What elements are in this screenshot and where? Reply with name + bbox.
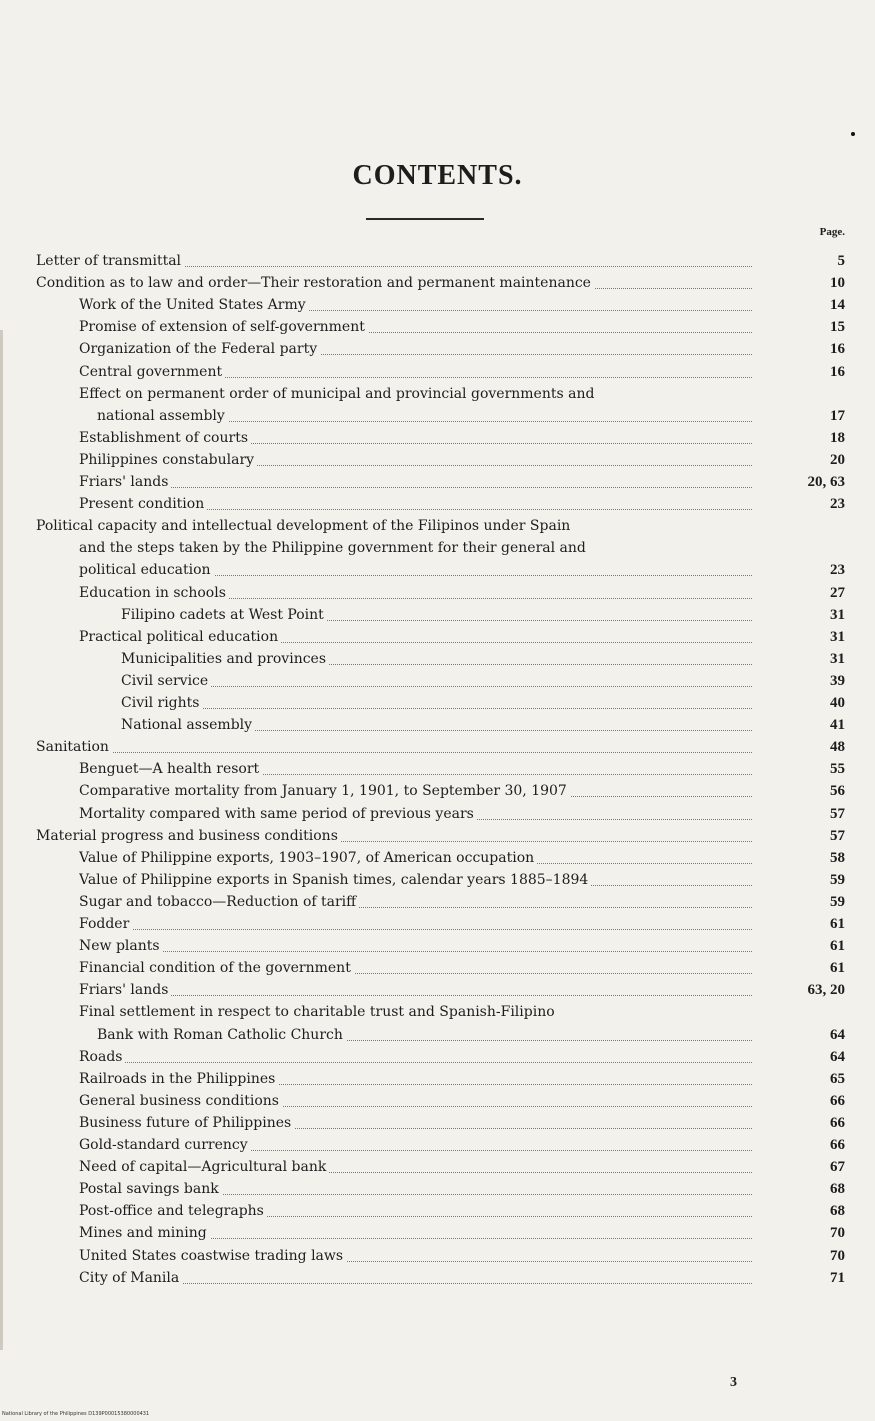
toc-entry xyxy=(0,1024,875,1046)
toc-entry-title: Railroads in the Philippines xyxy=(79,1068,278,1090)
dot-leader xyxy=(121,708,752,709)
toc-entry xyxy=(0,1156,875,1178)
dot-leader xyxy=(79,487,752,488)
toc-entry-title: Letter of transmittal xyxy=(36,250,184,272)
toc-entry-title: Post-office and telegraphs xyxy=(79,1200,267,1222)
toc-entry-page: 20, 63 xyxy=(807,474,845,490)
toc-entry-title: Civil service xyxy=(121,670,211,692)
toc-entry xyxy=(0,1222,875,1244)
toc-entry-page: 18 xyxy=(830,429,845,446)
ink-spot xyxy=(851,132,855,136)
toc-entry xyxy=(0,582,875,604)
toc-entry xyxy=(0,648,875,670)
toc-entry xyxy=(0,913,875,935)
dot-leader xyxy=(79,1062,752,1063)
toc-entry xyxy=(0,427,875,449)
toc-entry-page: 67 xyxy=(830,1159,845,1176)
toc-entry-title: Benguet—A health resort xyxy=(79,758,262,780)
toc-entry-page: 65 xyxy=(830,1070,845,1087)
toc-entry-title: Organization of the Federal party xyxy=(79,338,320,360)
toc-entry-title: Effect on permanent order of municipal and provincial governments and xyxy=(79,383,597,405)
toc-entry-page: 64 xyxy=(830,1048,845,1065)
toc-entry-page: 31 xyxy=(830,606,845,623)
toc-entry-title: Roads xyxy=(79,1046,125,1068)
toc-entry xyxy=(0,1112,875,1134)
toc-entry xyxy=(0,272,875,294)
toc-entry-page: 31 xyxy=(830,650,845,667)
toc-entry xyxy=(0,1001,875,1023)
toc-entry xyxy=(0,383,875,405)
toc-entry-title: Sugar and tobacco—Reduction of tariff xyxy=(79,891,359,913)
toc-entry-title: Promise of extension of self-government xyxy=(79,316,368,338)
toc-entry-title: Political capacity and intellectual development of the Filipinos under Spain xyxy=(36,515,573,537)
title-rule xyxy=(366,218,484,220)
toc-entry-page: 58 xyxy=(830,849,845,866)
toc-entry-title: Central government xyxy=(79,361,225,383)
toc-entry-title: Value of Philippine exports in Spanish times, calendar years 1885–1894 xyxy=(79,869,591,891)
toc-entry xyxy=(0,449,875,471)
toc-entry-page: 59 xyxy=(830,871,845,888)
toc-entry-page: 5 xyxy=(837,253,845,269)
toc-entry-page: 23 xyxy=(830,562,845,579)
toc-entry xyxy=(0,736,875,758)
toc-entry-page: 23 xyxy=(830,496,845,513)
toc-entry xyxy=(0,780,875,802)
toc-entry xyxy=(0,471,875,493)
toc-entry xyxy=(0,626,875,648)
page-column-heading: Page. xyxy=(819,226,845,238)
toc-entry-title: Postal savings bank xyxy=(79,1178,222,1200)
toc-entry-title: National assembly xyxy=(121,714,255,736)
toc-entry-page: 68 xyxy=(830,1203,845,1220)
toc-entry xyxy=(0,714,875,736)
toc-entry-title: New plants xyxy=(79,935,163,957)
toc-entry-title: Comparative mortality from January 1, 1901, to September 30, 1907 xyxy=(79,780,570,802)
toc-entry-title: Business future of Philippines xyxy=(79,1112,294,1134)
toc-entry xyxy=(0,338,875,360)
toc-entry-title: Work of the United States Army xyxy=(79,294,309,316)
toc-entry-page: 41 xyxy=(830,717,845,734)
toc-entry xyxy=(0,1267,875,1289)
toc-entry-page: 39 xyxy=(830,672,845,689)
toc-entry-page: 16 xyxy=(830,363,845,380)
toc-entry-page: 59 xyxy=(830,893,845,910)
toc-entry xyxy=(0,405,875,427)
toc-entry-title: Establishment of courts xyxy=(79,427,251,449)
toc-entry-title: Financial condition of the government xyxy=(79,957,354,979)
dot-leader xyxy=(121,686,752,687)
toc-entry-title: Practical political education xyxy=(79,626,281,648)
toc-entry xyxy=(0,537,875,559)
toc-entry-page: 20 xyxy=(830,451,845,468)
toc-entry xyxy=(0,294,875,316)
toc-entry-title: and the steps taken by the Philippine government for their general and xyxy=(79,537,589,559)
toc-entry-title: Need of capital—Agricultural bank xyxy=(79,1156,329,1178)
toc-entry-title: Final settlement in respect to charitable trust and Spanish-Filipino xyxy=(79,1001,558,1023)
toc-entry xyxy=(0,316,875,338)
toc-entry xyxy=(0,692,875,714)
toc-entry-title: political education xyxy=(79,559,214,581)
toc-entry-title: Condition as to law and order—Their restoration and permanent maintenance xyxy=(36,272,594,294)
toc-entry xyxy=(0,803,875,825)
toc-entry-page: 66 xyxy=(830,1092,845,1109)
dot-leader xyxy=(79,929,752,930)
toc-entry-page: 66 xyxy=(830,1137,845,1153)
toc-entry-title: Civil rights xyxy=(121,692,202,714)
toc-entry xyxy=(0,869,875,891)
toc-entry-page: 40 xyxy=(830,695,845,711)
toc-entry-page: 55 xyxy=(830,761,845,778)
toc-entry xyxy=(0,670,875,692)
toc-entry xyxy=(0,1245,875,1267)
toc-entry xyxy=(0,891,875,913)
toc-entry-page: 68 xyxy=(830,1181,845,1198)
toc-entry-title: General business conditions xyxy=(79,1090,282,1112)
toc-entry-title: Friars' lands xyxy=(79,471,171,493)
toc-entry-title: Mines and mining xyxy=(79,1222,210,1244)
toc-entry xyxy=(0,559,875,581)
toc-entry-title: Fodder xyxy=(79,913,132,935)
toc-entry-page: 17 xyxy=(830,407,845,424)
toc-entry-page: 56 xyxy=(830,783,845,800)
toc-entry-title: Mortality compared with same period of previous years xyxy=(79,803,477,825)
toc-entry xyxy=(0,935,875,957)
toc-entry-page: 15 xyxy=(830,319,845,336)
toc-entry-title: Philippines constabulary xyxy=(79,449,257,471)
toc-entry xyxy=(0,825,875,847)
toc-entry xyxy=(0,1068,875,1090)
toc-entry xyxy=(0,847,875,869)
library-footer: National Library of the Philippines D139P00015380000431 xyxy=(2,1411,150,1417)
toc-entry-title: Gold-standard currency xyxy=(79,1134,251,1156)
toc-entry xyxy=(0,515,875,537)
dot-leader xyxy=(79,951,752,952)
toc-entry xyxy=(0,604,875,626)
toc-entry xyxy=(0,957,875,979)
toc-entry-page: 27 xyxy=(830,584,845,601)
toc-entry xyxy=(0,979,875,1001)
toc-entry-title: Material progress and business conditions xyxy=(36,825,341,847)
toc-entry-page: 70 xyxy=(830,1247,845,1264)
toc-entry-title: Education in schools xyxy=(79,582,229,604)
toc-entry xyxy=(0,1046,875,1068)
toc-entry xyxy=(0,361,875,383)
toc-entry xyxy=(0,1134,875,1156)
toc-entry-title: United States coastwise trading laws xyxy=(79,1245,346,1267)
page-number: 3 xyxy=(730,1375,737,1390)
toc-entry-page: 48 xyxy=(830,739,845,756)
toc-entry-page: 61 xyxy=(830,916,845,932)
toc-entry-title: City of Manila xyxy=(79,1267,182,1289)
toc-entry-title: Value of Philippine exports, 1903–1907, of American occupation xyxy=(79,847,537,869)
toc-entry-page: 10 xyxy=(830,275,845,292)
toc-entry-page: 57 xyxy=(830,827,845,844)
toc-entry-page: 31 xyxy=(830,628,845,645)
toc-entry-page: 57 xyxy=(830,805,845,822)
toc-entry-page: 61 xyxy=(830,960,845,977)
toc-entry xyxy=(0,1090,875,1112)
toc-entry-page: 64 xyxy=(830,1026,845,1043)
dot-leader xyxy=(79,995,752,996)
toc-entry-title: Sanitation xyxy=(36,736,112,758)
toc-entry-title: Bank with Roman Catholic Church xyxy=(97,1024,346,1046)
toc-entry-page: 66 xyxy=(830,1114,845,1131)
toc-entry xyxy=(0,758,875,780)
toc-entry-page: 61 xyxy=(830,938,845,955)
toc-entry-page: 14 xyxy=(830,297,845,314)
toc-entry xyxy=(0,250,875,272)
toc-entry-page: 16 xyxy=(830,341,845,358)
toc-entry-title: Filipino cadets at West Point xyxy=(121,604,327,626)
page-title: CONTENTS. xyxy=(352,160,523,191)
toc-entry-page: 63, 20 xyxy=(807,982,845,999)
toc-entry-page: 70 xyxy=(830,1225,845,1242)
toc-entry-title: Municipalities and provinces xyxy=(121,648,329,670)
toc-entry xyxy=(0,1178,875,1200)
toc-entry xyxy=(0,493,875,515)
toc-entry-title: national assembly xyxy=(97,405,228,427)
toc-entry-page: 71 xyxy=(830,1269,845,1286)
dot-leader xyxy=(36,752,752,753)
toc-entry-title: Present condition xyxy=(79,493,207,515)
toc-entry-title: Friars' lands xyxy=(79,979,171,1001)
toc-entry xyxy=(0,1200,875,1222)
